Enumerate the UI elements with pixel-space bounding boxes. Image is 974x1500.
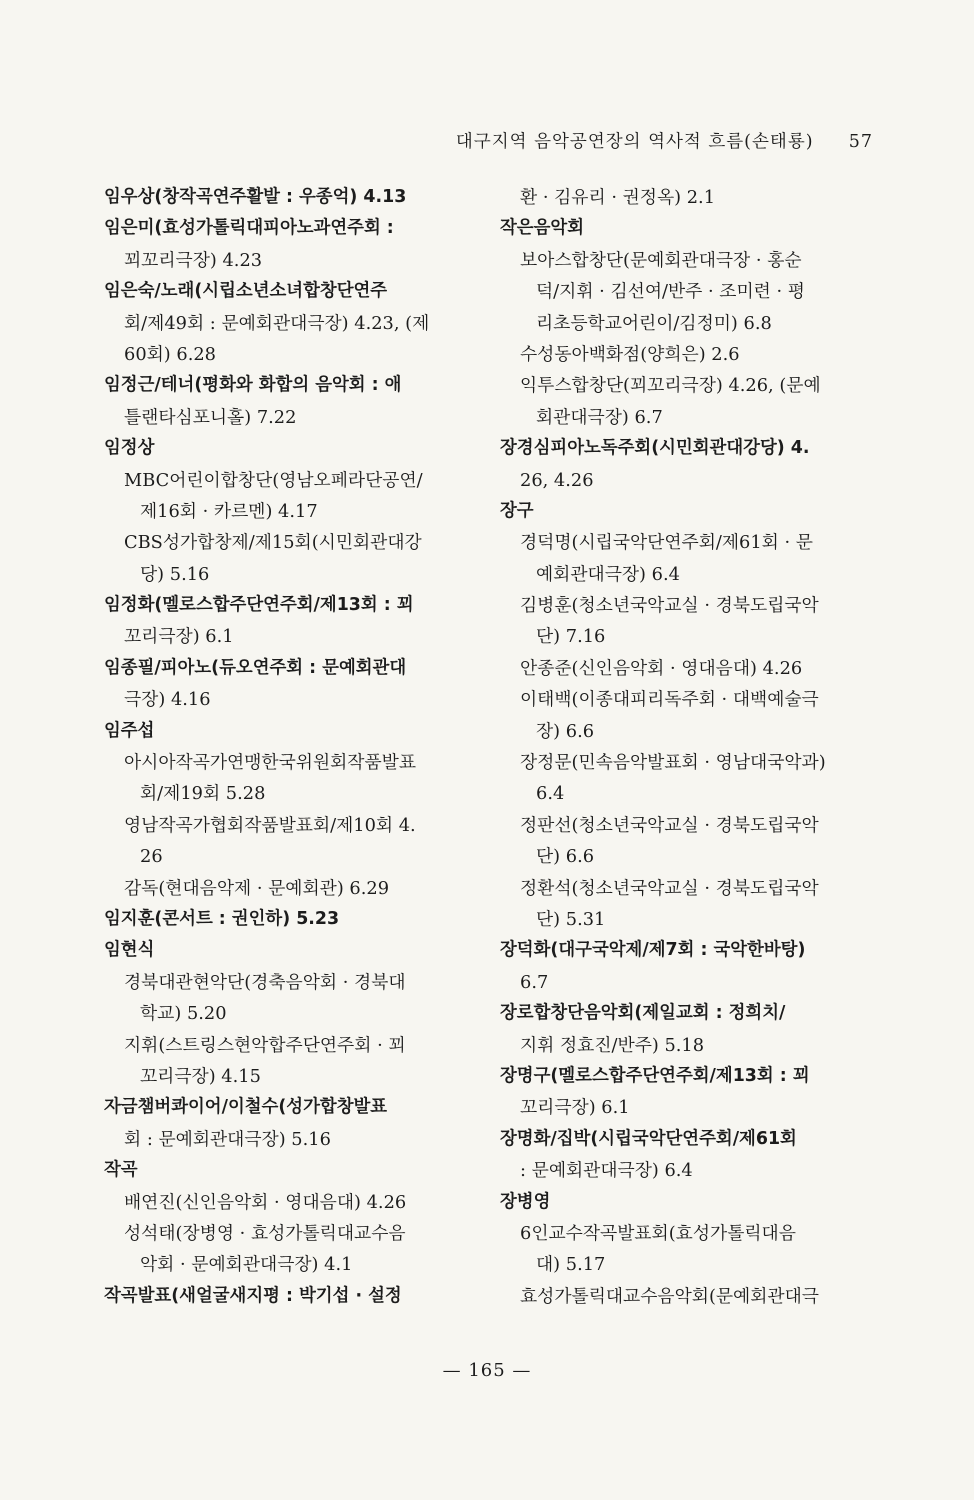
index-subentry: 학교) 5.20: [140, 1003, 227, 1025]
index-subentry: 6.7: [520, 971, 549, 993]
index-heading: 임종필/피아노(듀오연주회 : 문예회관대: [104, 657, 407, 678]
index-subentry: 예회관대극장) 6.4: [536, 563, 680, 585]
index-subentry: 정판선(청소년국악교실 · 경북도립국악: [520, 814, 819, 836]
index-subentry: 단) 6.6: [536, 846, 595, 868]
index-subentry: MBC어린이합창단(영남오페라단공연/: [124, 469, 423, 491]
index-heading: 임정상: [104, 438, 155, 459]
index-subentry: : 문예회관대극장) 6.4: [520, 1160, 693, 1182]
index-subentry: 환 · 김유리 · 권정옥) 2.1: [520, 187, 716, 208]
index-subentry: 6.4: [536, 783, 565, 805]
index-subentry: 당) 5.16: [140, 563, 210, 585]
index-subentry: 악회 · 문예회관대극장) 4.1: [140, 1254, 353, 1276]
index-subentry: 회/제19회 5.28: [140, 783, 266, 805]
index-subentry: 대) 5.17: [536, 1254, 606, 1276]
index-subentry: 60회) 6.28: [124, 343, 216, 365]
index-subentry: 단) 7.16: [536, 626, 606, 648]
index-heading: 장경심피아노독주회(시민회관대강당) 4.: [500, 438, 810, 459]
running-title: 대구지역 음악공연장의 역사적 흐름(손태룡): [455, 132, 814, 152]
index-subentry: 효성가톨릭대교수음악회(문예회관대극: [520, 1285, 819, 1307]
index-subentry: 영남작곡가협회작품발표회/제10회 4.: [124, 814, 416, 836]
index-subentry: 제16회 · 카르멘) 4.17: [140, 500, 318, 522]
index-subentry: 경덕명(시립국악단연주회/제61회 · 문: [520, 532, 813, 554]
index-heading: 장명구(멜로스합주단연주회/제13회 : 꾀: [500, 1065, 810, 1086]
index-heading: 장로합창단음악회(제일교회 : 정희치/: [500, 1003, 786, 1024]
index-subentry: 26, 4.26: [520, 469, 594, 491]
index-subentry: 감독(현대음악제 · 문예회관) 6.29: [124, 877, 390, 899]
index-subentry: 익투스합창단(꾀꼬리극장) 4.26, (문예: [520, 375, 821, 397]
index-subentry: 26: [140, 846, 163, 868]
index-subentry: 안종준(신인음악회 · 영대음대) 4.26: [520, 657, 803, 679]
index-subentry: 단) 5.31: [536, 908, 606, 930]
index-subentry: 6인교수작곡발표회(효성가톨릭대음: [520, 1222, 796, 1244]
index-subentry: 꼬리극장) 6.1: [520, 1097, 630, 1119]
index-subentry: 지휘 정효진/반주) 5.18: [520, 1034, 705, 1056]
index-heading: 장병영: [500, 1191, 551, 1212]
page-folio: — 165 —: [442, 1360, 532, 1381]
index-heading: 임우상(창작곡연주활발 : 우종억) 4.13: [104, 187, 407, 207]
index-heading: 임정화(멜로스합주단연주회/제13회 : 꾀: [104, 595, 414, 616]
index-subentry: 경북대관현악단(경축음악회 · 경북대: [124, 971, 406, 993]
index-subentry: 김병훈(청소년국악교실 · 경북도립국악: [520, 595, 819, 617]
index-subentry: 틀랜타심포니홀) 7.22: [124, 406, 297, 428]
index-subentry: 아시아작곡가연맹한국위원회작품발표: [124, 752, 417, 774]
index-subentry: 정환석(청소년국악교실 · 경북도립국악: [520, 877, 819, 899]
index-heading: 임지훈(콘서트 : 권인하) 5.23: [104, 908, 340, 929]
index-heading: 장덕화(대구국악제/제7회 : 국악한바탕): [500, 940, 806, 961]
index-subentry: 회 : 문예회관대극장) 5.16: [124, 1128, 331, 1150]
index-heading: 작곡: [104, 1160, 138, 1181]
index-subentry: 회관대극장) 6.7: [536, 406, 663, 428]
index-subentry: 리초등학교어린이/김정미) 6.8: [536, 312, 772, 334]
index-column-left: [104, 182, 482, 1312]
index-subentry: 지휘(스트링스현악합주단연주회 · 꾀: [124, 1034, 406, 1056]
index-heading: 작은음악회: [500, 218, 584, 239]
index-subentry: 배연진(신인음악회 · 영대음대) 4.26: [124, 1191, 407, 1213]
index-subentry: 보아스합창단(문예회관대극장 · 홍순: [520, 249, 802, 271]
index-heading: 임현식: [104, 940, 155, 961]
running-header: [380, 128, 873, 153]
index-subentry: 회/제49회 : 문예회관대극장) 4.23, (제: [124, 312, 430, 334]
index-subentry: 극장) 4.16: [124, 689, 211, 711]
index-heading: 장구: [500, 500, 534, 521]
header-page-number: 57: [848, 132, 873, 152]
index-heading: 임은미(효성가톨릭대피아노과연주회 :: [104, 218, 394, 239]
index-heading: 작곡발표(새얼굴새지평 : 박기섭 · 설정: [104, 1285, 402, 1306]
index-subentry: CBS성가합창제/제15회(시민회관대강: [124, 532, 422, 554]
index-subentry: 수성동아백화점(양희은) 2.6: [520, 343, 740, 365]
index-column-right: [500, 182, 882, 1312]
index-heading: 임은숙/노래(시립소년소녀합창단연주: [104, 281, 388, 302]
index-heading: 임정근/테너(평화와 화합의 음악회 : 애: [104, 375, 402, 396]
index-subentry: 장) 6.6: [536, 720, 595, 742]
index-heading: 임주섭: [104, 720, 155, 741]
index-subentry: 장정문(민속음악발표회 · 영남대국악과): [520, 752, 826, 774]
index-subentry: 꼬리극장) 6.1: [124, 626, 234, 648]
index-heading: 장명화/집박(시립국악단연주회/제61회: [500, 1128, 797, 1149]
index-subentry: 덕/지휘 · 김선여/반주 · 조미련 · 평: [536, 281, 805, 303]
index-subentry: 꾀꼬리극장) 4.23: [124, 249, 263, 271]
index-subentry: 꼬리극장) 4.15: [140, 1065, 261, 1087]
index-subentry: 성석태(장병영 · 효성가톨릭대교수음: [124, 1222, 406, 1244]
index-subentry: 이태백(이종대피리독주회 · 대백예술극: [520, 689, 819, 711]
index-heading: 자금챔버콰이어/이철수(성가합창발표: [104, 1097, 388, 1118]
